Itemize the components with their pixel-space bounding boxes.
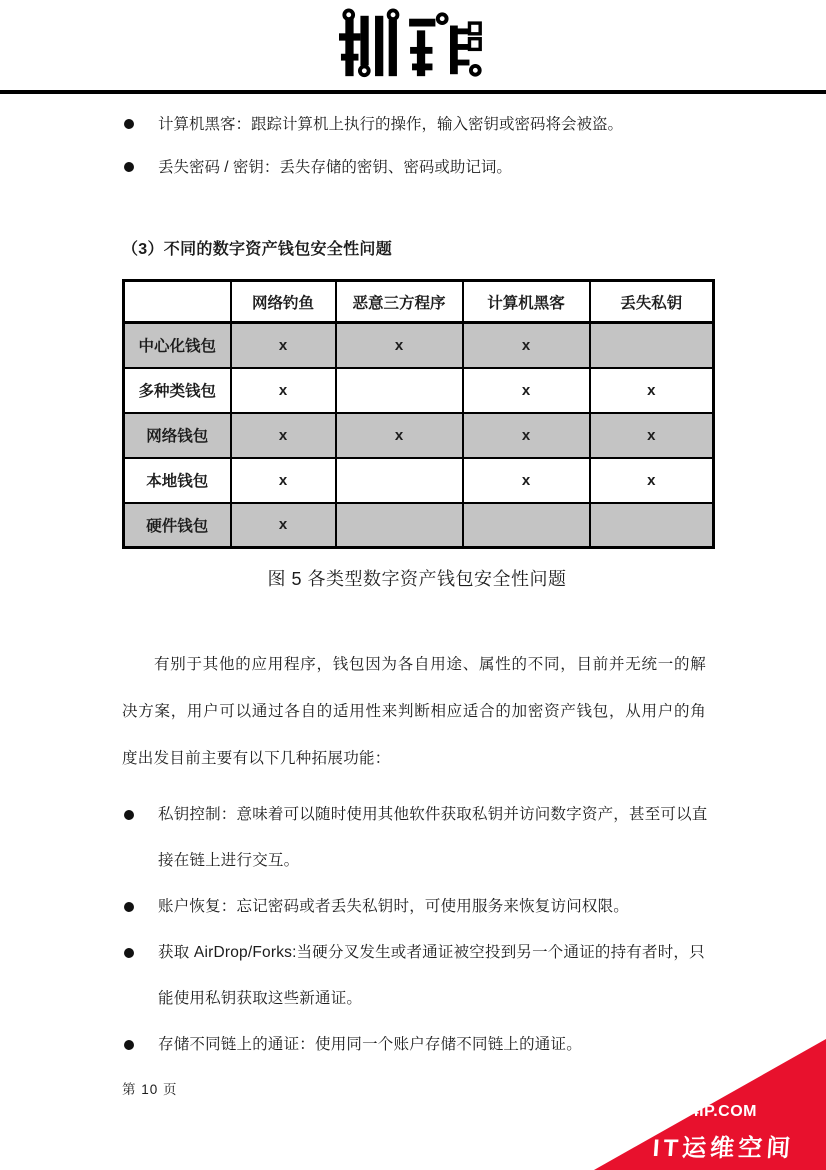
bullet-icon <box>124 119 134 129</box>
table-cell: x <box>463 413 590 458</box>
table-cell <box>463 503 590 548</box>
bullet-icon <box>124 1040 134 1050</box>
wallet-security-table <box>122 279 715 549</box>
column-header <box>124 281 231 323</box>
row-header: 硬件钱包 <box>124 503 231 548</box>
table-cell: x <box>231 503 336 548</box>
list-item-text: 计算机黑客：跟踪计算机上执行的操作，输入密钥或密码将会被盗。 <box>158 116 624 133</box>
section-heading: （3）不同的数字资产钱包安全性问题 <box>122 241 392 258</box>
column-header: 丢失私钥 <box>590 281 714 323</box>
page-number: 第 10 页 <box>122 1082 178 1097</box>
table-row <box>124 458 714 503</box>
row-header: 本地钱包 <box>124 458 231 503</box>
watermark-url: WWW.94IP.COM <box>629 1103 757 1120</box>
table-cell: x <box>463 323 590 368</box>
row-header: 中心化钱包 <box>124 323 231 368</box>
table-cell: x <box>231 368 336 413</box>
table-cell: x <box>590 413 714 458</box>
list-item <box>122 114 712 135</box>
list-item <box>122 1022 712 1068</box>
page-header <box>0 0 826 90</box>
table-row <box>124 368 714 413</box>
table-cell <box>336 458 463 503</box>
table-cell <box>336 368 463 413</box>
list-item <box>122 884 712 930</box>
table-row <box>124 413 714 458</box>
bullet-icon <box>124 948 134 958</box>
table-cell: x <box>590 458 714 503</box>
list-item-text: 私钥控制：意味着可以随时使用其他软件获取私钥并访问数字资产，甚至可以直接在链上进行交互。 <box>158 806 708 869</box>
list-item <box>122 157 712 178</box>
page-content <box>0 94 826 1068</box>
table-cell: x <box>231 458 336 503</box>
table-cell: x <box>336 323 463 368</box>
bullet-icon <box>124 810 134 820</box>
row-header: 多种类钱包 <box>124 368 231 413</box>
list-item <box>122 930 712 1022</box>
table-cell: x <box>336 413 463 458</box>
bullet-icon <box>124 162 134 172</box>
list-item-text: 丢失密码 / 密钥：丢失存储的密钥、密码或助记词。 <box>158 159 512 176</box>
table-cell <box>590 503 714 548</box>
table-cell: x <box>463 368 590 413</box>
list-item-text: 获取 AirDrop/Forks:当硬分叉发生或者通证被空投到另一个通证的持有者时，只能使用私钥获取这些新通证。 <box>158 944 705 1007</box>
watermark-site-name: IT运维空间 <box>651 1135 795 1162</box>
list-item-text: 存储不同链上的通证：使用同一个账户存储不同链上的通证。 <box>158 1036 582 1053</box>
table-cell: x <box>231 323 336 368</box>
list-item-text: 账户恢复：忘记密码或者丢失私钥时，可使用服务来恢复访问权限。 <box>158 898 630 915</box>
table-cell: x <box>231 413 336 458</box>
feature-bullet-list <box>122 792 712 1068</box>
table-cell: x <box>463 458 590 503</box>
risk-bullet-list <box>122 114 712 178</box>
list-item <box>122 792 712 884</box>
column-header: 网络钓鱼 <box>231 281 336 323</box>
row-header: 网络钱包 <box>124 413 231 458</box>
body-paragraph: 有别于其他的应用程序，钱包因为各自用途、属性的不同，目前并无统一的解决方案，用户可以通过各自的适用性来判断相应适合的加密资产钱包，从用户的角度出发目前主要有以下几种拓展功能： <box>122 656 706 767</box>
column-header: 计算机黑客 <box>463 281 590 323</box>
figure-caption: 图 5 各类型数字资产钱包安全性问题 <box>267 569 567 589</box>
table-cell: x <box>590 368 714 413</box>
table-row <box>124 323 714 368</box>
table-cell <box>590 323 714 368</box>
table-header-row <box>124 281 714 323</box>
bullet-icon <box>124 902 134 912</box>
brand-logo-icon <box>339 6 487 84</box>
table-cell <box>336 503 463 548</box>
table-row <box>124 503 714 548</box>
column-header: 恶意三方程序 <box>336 281 463 323</box>
